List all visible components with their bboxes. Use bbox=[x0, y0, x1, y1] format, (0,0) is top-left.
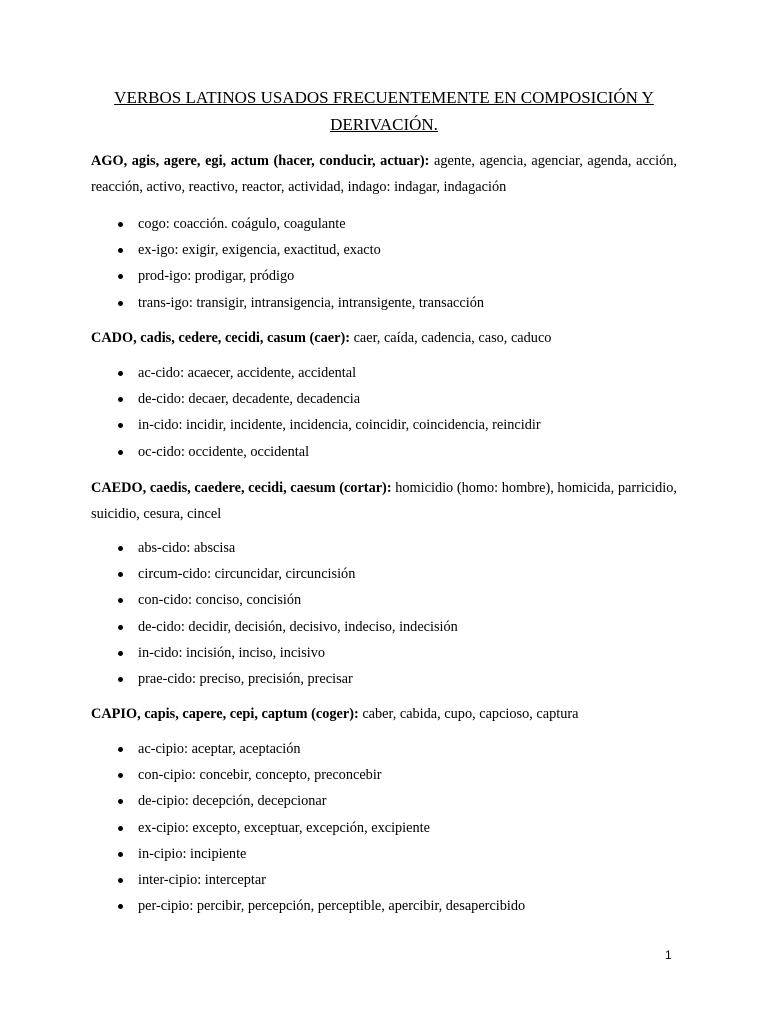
bullet-icon bbox=[118, 572, 123, 577]
bullet-list-ago bbox=[91, 211, 681, 316]
bullet-icon bbox=[118, 450, 123, 455]
list-item: de-cido: decaer, decadente, decadencia bbox=[91, 386, 681, 412]
list-item: con-cipio: concebir, concepto, preconcebir bbox=[91, 762, 681, 788]
bullet-list-capio bbox=[91, 736, 681, 919]
bullet-icon bbox=[118, 222, 123, 227]
list-item: cogo: coacción. coágulo, coagulante bbox=[91, 211, 681, 237]
bullet-icon bbox=[118, 301, 123, 306]
bullet-icon bbox=[118, 773, 123, 778]
list-item: circum-cido: circuncidar, circuncisión bbox=[91, 561, 681, 587]
entry-capio bbox=[91, 701, 677, 727]
bullet-icon bbox=[118, 371, 123, 376]
entry-ago bbox=[91, 148, 677, 200]
bullet-list-cado bbox=[91, 360, 681, 465]
list-item: ex-igo: exigir, exigencia, exactitud, exacto bbox=[91, 237, 681, 263]
list-item: prae-cido: preciso, precisión, precisar bbox=[91, 666, 681, 692]
bullet-icon bbox=[118, 625, 123, 630]
bullet-icon bbox=[118, 852, 123, 857]
bullet-icon bbox=[118, 651, 123, 656]
bullet-icon bbox=[118, 677, 123, 682]
entry-derivatives: agente, agencia, agenciar, agenda, acción, reacción, activo, reactivo, reactor, actividad, indago: indagar, indagación bbox=[91, 153, 678, 195]
bullet-list-caedo bbox=[91, 535, 681, 692]
bullet-icon bbox=[118, 248, 123, 253]
bullet-icon bbox=[118, 598, 123, 603]
list-item: inter-cipio: interceptar bbox=[91, 867, 681, 893]
entry-heading: CAEDO, caedis, caedere, cecidi, caesum (cortar): bbox=[91, 480, 392, 496]
list-item: prod-igo: prodigar, pródigo bbox=[91, 263, 681, 289]
list-item: per-cipio: percibir, percepción, perceptible, apercibir, desapercibido bbox=[91, 893, 681, 919]
entry-heading: CAPIO, capis, capere, cepi, captum (coger): bbox=[91, 706, 359, 722]
bullet-icon bbox=[118, 904, 123, 909]
bullet-icon bbox=[118, 546, 123, 551]
list-item: in-cido: incisión, inciso, incisivo bbox=[91, 640, 681, 666]
entry-derivatives: caer, caída, cadencia, caso, caduco bbox=[350, 330, 552, 346]
page-number: 1 bbox=[665, 948, 672, 962]
entry-derivatives: caber, cabida, cupo, capcioso, captura bbox=[358, 706, 579, 722]
entry-derivatives: homicidio (homo: hombre), homicida, parricidio, suicidio, cesura, cincel bbox=[91, 480, 677, 522]
bullet-icon bbox=[118, 747, 123, 752]
entry-heading: AGO, agis, agere, egi, actum (hacer, conducir, actuar): bbox=[91, 153, 430, 169]
list-item: con-cido: conciso, concisión bbox=[91, 587, 681, 613]
bullet-icon bbox=[118, 799, 123, 804]
entry-caedo bbox=[91, 475, 677, 527]
title-line-2: DERIVACIÓN. bbox=[330, 115, 438, 134]
entry-cado bbox=[91, 325, 677, 351]
list-item: abs-cido: abscisa bbox=[91, 535, 681, 561]
title-line-1: VERBOS LATINOS USADOS FRECUENTEMENTE EN COMPOSICIÓN Y bbox=[114, 88, 654, 107]
bullet-icon bbox=[118, 878, 123, 883]
list-item: de-cido: decidir, decisión, decisivo, indeciso, indecisión bbox=[91, 614, 681, 640]
list-item: trans-igo: transigir, intransigencia, intransigente, transacción bbox=[91, 290, 681, 316]
document-title bbox=[80, 84, 688, 138]
list-item: ex-cipio: excepto, exceptuar, excepción, excipiente bbox=[91, 815, 681, 841]
list-item: in-cipio: incipiente bbox=[91, 841, 681, 867]
list-item: ac-cido: acaecer, accidente, accidental bbox=[91, 360, 681, 386]
bullet-icon bbox=[118, 423, 123, 428]
list-item: ac-cipio: aceptar, aceptación bbox=[91, 736, 681, 762]
entry-heading: CADO, cadis, cedere, cecidi, casum (caer): bbox=[91, 330, 350, 346]
bullet-icon bbox=[118, 397, 123, 402]
bullet-icon bbox=[118, 274, 123, 279]
list-item: de-cipio: decepción, decepcionar bbox=[91, 788, 681, 814]
list-item: in-cido: incidir, incidente, incidencia, coincidir, coincidencia, reincidir bbox=[91, 412, 681, 438]
bullet-icon bbox=[118, 826, 123, 831]
list-item: oc-cido: occidente, occidental bbox=[91, 439, 681, 465]
